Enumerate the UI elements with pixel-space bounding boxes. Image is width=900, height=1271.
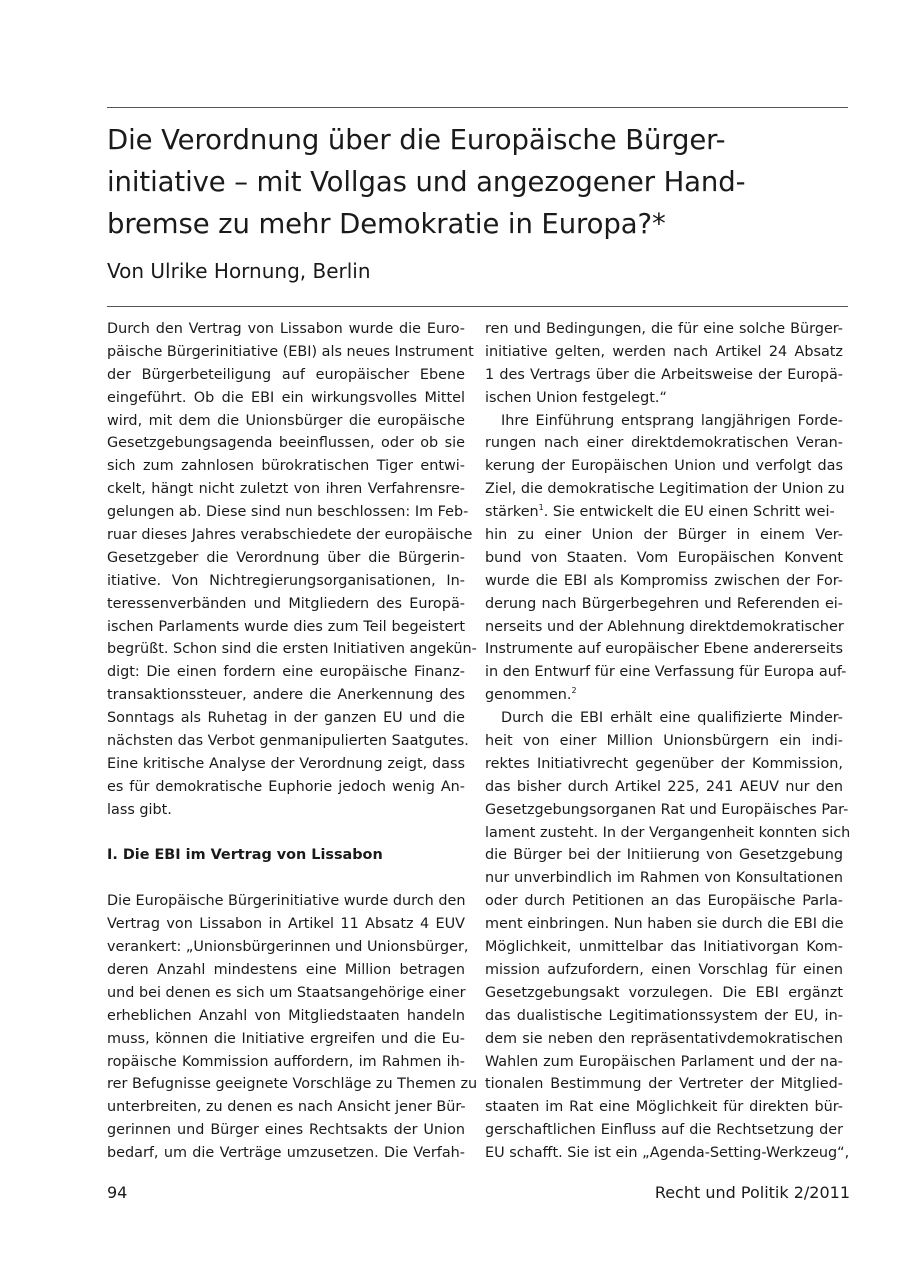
text-line: es für demokratische Euphorie jedoch wenig An- [107,778,465,795]
text-line: erheblichen Anzahl von Mitgliedstaaten handeln [107,1007,465,1024]
intro-paragraph [107,318,477,822]
author-byline: Von Ulrike Hornung, Berlin [107,259,371,283]
text-line: rungen nach einer direktdemokratischen Veran- [485,435,843,452]
text-line: das dualistische Legitimationssystem der EU, in- [485,1007,843,1024]
footnote-marker[interactable]: 1 [538,503,544,513]
text-line: ment einbringen. Nun haben sie durch die EBI die [485,916,844,933]
title-rule [107,306,848,307]
text-line: die Bürger bei der Initiierung von Gesetzgebung [485,847,843,864]
text-line: bund von Staaten. Vom Europäischen Konvent [485,549,843,566]
text-line: unterbreiten, zu denen es nach Ansicht jener Bür- [107,1099,466,1116]
text-line: gelungen ab. Diese sind nun beschlossen: Im Feb- [107,504,469,521]
text-line: transaktionssteuer, andere die Anerkennung des [107,687,465,704]
text-line: ckelt, hängt nicht zuletzt von ihren Verfahrensre- [107,481,465,498]
text-line: eingeführt. Ob die EBI ein wirkungsvolles Mittel [107,389,465,406]
text-line: Ziel, die demokratische Legitimation der Union zu [485,481,845,498]
body-paragraph [107,890,478,1165]
text-line: nächsten das Verbot genmanipulierten Saatgutes. [107,733,469,750]
text-line: in den Entwurf für eine Verfassung für Europa auf- [485,664,847,681]
text-line: Die Europäische Bürgerinitiative wurde durch den [107,893,466,910]
text-line: ropäische Kommission auffordern, im Rahmen ih- [107,1053,465,1070]
text-line: dem sie neben den repräsentativdemokratischen [485,1030,843,1047]
text-line: EU schafft. Sie ist ein „Agenda-Setting-Werkzeug“, [485,1145,850,1162]
text-line: Gesetzgebungsagenda beeinflussen, oder ob sie [107,435,465,452]
article-title [107,119,852,245]
body-paragraph [485,410,847,708]
text-line: kerung der Europäischen Union und verfolgt das [485,458,843,475]
text-line: staaten im Rat eine Möglichkeit für direkten bür- [485,1099,843,1116]
text-line: Wahlen zum Europäischen Parlament und der na- [485,1053,843,1070]
text-line: derung nach Bürgerbegehren und Referenden ei- [485,595,843,612]
text-line: Gesetzgebungsorganen Rat und Europäisches Par- [485,801,849,818]
text-line: oder durch Petitionen an das Europäische Parla- [485,893,843,910]
title-line: Die Verordnung über die Europäische Bürger- [107,124,726,156]
text-line: nur unverbindlich im Rahmen von Konsultationen [485,870,843,887]
text-line: digt: Die einen fordern eine europäische Finanz- [107,664,465,681]
text-line: der Bürgerbeteiligung auf europäischer Ebene [107,366,465,383]
text-line: Vertrag von Lissabon in Artikel 11 Absatz 4 EUV [107,916,465,933]
text-line: wird, mit dem die Unionsbürger die europäische [107,412,465,429]
text-line: Eine kritische Analyse der Verordnung zeigt, dass [107,755,465,772]
body-paragraph [485,318,843,410]
text-line: ren und Bedingungen, die für eine solche Bürger- [485,321,843,337]
text-line: bedarf, um die Verträge umzusetzen. Die Verfah- [107,1145,465,1162]
text-line: mission aufzufordern, einen Vorschlag für einen [485,961,843,978]
text-line: itiative. Von Nichtregierungsorganisationen, In- [107,572,465,589]
title-line: bremse zu mehr Demokratie in Europa?* [107,208,666,240]
text-line: Instrumente auf europäischer Ebene andererseits [485,641,843,658]
top-rule [107,107,848,108]
text-line: ruar dieses Jahres verabschiedete der europäische [107,527,473,544]
text-line: Gesetzgeber die Verordnung über die Bürgerin- [107,549,465,566]
journal-citation: Recht und Politik 2/2011 [654,1183,850,1202]
text-line: stärken$^1$. Sie entwickelt die EU einen Schritt wei- [485,503,835,521]
section-heading: I. Die EBI im Vertrag von Lissabon [107,847,383,864]
text-line: 1 des Vertrags über die Arbeitsweise der Europä- [485,366,843,383]
text-line: das bisher durch Artikel 225, 241 AEUV nur den [485,778,843,795]
text-line: päische Bürgerinitiative (EBI) als neues Instrument [107,343,474,360]
text-line: begrüßt. Schon sind die ersten Initiativen angekün- [107,641,477,658]
text-line: sich zum zahnlosen bürokratischen Tiger entwi- [107,458,465,475]
text-line: Sonntags als Ruhetag in der ganzen EU und die [107,710,465,727]
text-line: ischen Union festgelegt.“ [485,389,667,406]
text-line: nerseits und der Ablehnung direktdemokratischer [485,618,844,635]
text-line: Durch die EBI erhält eine qualifizierte Minder- [501,710,843,727]
text-line: tionalen Bestimmung der Vertreter der Mitglied- [485,1076,843,1093]
text-line: muss, können die Initiative ergreifen und die Eu- [107,1030,465,1047]
text-line: gerinnen und Bürger eines Rechtsakts der Union [107,1122,465,1139]
text-line: verankert: „Unionsbürgerinnen und Unionsbürger, [107,939,469,956]
footnote-marker[interactable]: 2 [571,686,577,696]
text-line: ischen Parlaments wurde dies zum Teil begeistert [107,618,465,635]
text-line: teressenverbänden und Mitgliedern des Europä- [107,595,465,612]
body-paragraph [485,707,851,1165]
text-line: lament zusteht. In der Vergangenheit konnten sich [485,824,851,841]
title-line: initiative – mit Vollgas und angezogener Hand- [107,166,746,198]
text-line: Gesetzgebungsakt vorzulegen. Die EBI ergänzt [485,984,843,1001]
text-line: genommen.$^2$ [485,686,577,704]
text-line: Ihre Einführung entsprang langjährigen Forde- [501,412,843,429]
text-line: rer Befugnisse geeignete Vorschläge zu Themen zu [107,1076,478,1093]
left-column [107,318,478,1165]
text-line: lass gibt. [107,801,172,818]
text-line: gerschaftlichen Einfluss auf die Rechtsetzung der [485,1122,843,1139]
right-column [485,318,851,1165]
text-line: hin zu einer Union der Bürger in einem Ver- [485,527,843,544]
text-line: und bei denen es sich um Staatsangehörige einer [107,984,466,1001]
text-line: Möglichkeit, unmittelbar das Initiativorgan Kom- [485,939,843,956]
page-number: 94 [107,1183,128,1202]
text-line: deren Anzahl mindestens eine Million betragen [107,961,465,978]
text-line: rektes Initiativrecht gegenüber der Kommission, [485,755,843,772]
text-line: Durch den Vertrag von Lissabon wurde die Euro- [107,321,465,337]
text-line: heit von einer Million Unionsbürgern ein indi- [485,733,843,750]
text-line: initiative gelten, werden nach Artikel 24 Absatz [485,343,843,360]
text-line: wurde die EBI als Kompromiss zwischen der For- [485,572,843,589]
